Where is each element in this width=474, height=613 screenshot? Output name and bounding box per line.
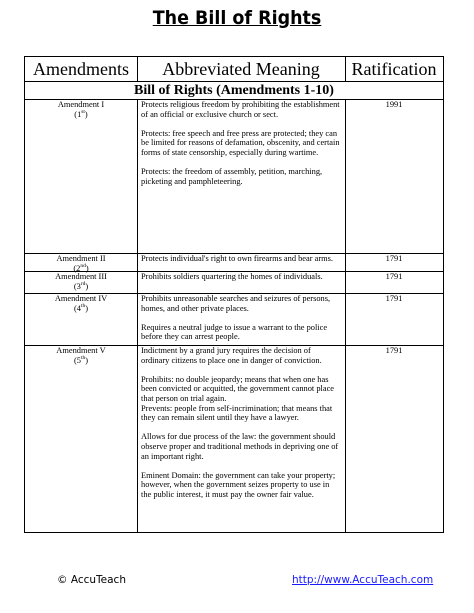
ordinal-suffix: rd — [80, 280, 86, 287]
meaning-cell — [141, 272, 341, 282]
amendment-cell — [25, 100, 137, 119]
ordinal-number: 5 — [76, 355, 81, 365]
amendment-cell — [25, 272, 137, 291]
amendment-name: Amendment I — [57, 100, 105, 109]
meaning-paragraph: Allows for due process of the law: the government should observe proper and traditional methods in depriving one of an important right. — [141, 432, 339, 461]
amendment-cell — [25, 346, 137, 365]
header-ratification: Ratification — [351, 59, 437, 79]
copyright-text: © AccuTeach — [57, 574, 126, 586]
meaning-paragraph: Indictment by a grand jury requires the decision of ordinary citizens to place one in danger of conviction. — [141, 346, 322, 365]
column-divider — [345, 57, 346, 81]
meaning-paragraph: Prohibits soldiers quartering the homes of individuals. — [141, 272, 323, 281]
ordinal-suffix: nd — [80, 262, 86, 269]
meaning-paragraph: Protects: the freedom of assembly, petition, marching, picketing and pamphleteering. — [141, 167, 323, 186]
amendment-ordinal: (4th) — [73, 302, 89, 313]
meaning-paragraph: Prohibits unreasonable searches and seizures of persons, homes, and other private places. — [141, 294, 331, 313]
meaning-paragraph: Protects religious freedom by prohibiting the establishment of an official or exclusive church or sect. — [141, 100, 340, 119]
ordinal-number: 3 — [76, 281, 81, 291]
amendment-name: Amendment III — [55, 272, 107, 281]
page-title: The Bill of Rights — [152, 7, 322, 29]
meaning-cell — [141, 346, 341, 500]
column-divider — [137, 99, 138, 533]
ordinal-suffix: st — [81, 108, 85, 115]
meaning-paragraph: Prohibits: no double jeopardy; means that when one has been convicted or acquitted, the government cannot place that person on trial again. Prevents: people from self-incrimination; that means that they can remain silent until they have a lawyer. — [141, 374, 335, 423]
amendment-name: Amendment II — [56, 254, 106, 263]
header-amendments: Amendments — [33, 59, 129, 79]
ratification-year: 1791 — [385, 272, 403, 281]
amendment-ordinal: (3rd) — [73, 280, 89, 291]
meaning-paragraph: Requires a neutral judge to issue a warrant to the police before they can arrest people. — [141, 322, 328, 342]
section-title: Bill of Rights (Amendments 1-10) — [134, 83, 334, 98]
ratification-year: 1791 — [385, 254, 403, 263]
amendment-ordinal: (2nd) — [73, 262, 89, 273]
website-link[interactable]: http://www.AccuTeach.com — [292, 574, 434, 586]
ordinal-number: 1 — [77, 109, 82, 119]
ordinal-number: 2 — [76, 263, 81, 273]
amendment-name: Amendment V — [56, 346, 106, 355]
ratification-year: 1791 — [385, 294, 403, 303]
column-divider — [137, 57, 138, 81]
ordinal-number: 4 — [76, 303, 81, 313]
bill-of-rights-table — [24, 56, 444, 533]
meaning-cell — [141, 294, 341, 342]
header-meaning: Abbreviated Meaning — [162, 59, 320, 79]
ratification-year: 1991 — [385, 100, 403, 109]
meaning-cell — [141, 100, 341, 186]
meaning-paragraph: Protects individual's right to own firearms and bear arms. — [141, 254, 333, 263]
meaning-paragraph: Protects: free speech and free press are protected; they can be limited for reasons of defamation, obscenity, and certain forms of state censorship, especially during wartime. — [141, 128, 340, 157]
amendment-name: Amendment IV — [54, 294, 108, 303]
header-divider — [25, 81, 443, 82]
ordinal-suffix: th — [80, 302, 86, 309]
amendment-cell — [25, 294, 137, 313]
meaning-cell — [141, 254, 341, 264]
ordinal-suffix: th — [80, 354, 86, 361]
column-divider — [345, 99, 346, 533]
amendment-ordinal: (5th) — [73, 354, 89, 365]
amendment-ordinal: (1st) — [74, 108, 88, 119]
ratification-year: 1791 — [385, 346, 403, 355]
meaning-paragraph: Eminent Domain: the government can take your property; however, when the government seizes property to use in the public interest, it must pay the owner fair value. — [141, 470, 336, 499]
